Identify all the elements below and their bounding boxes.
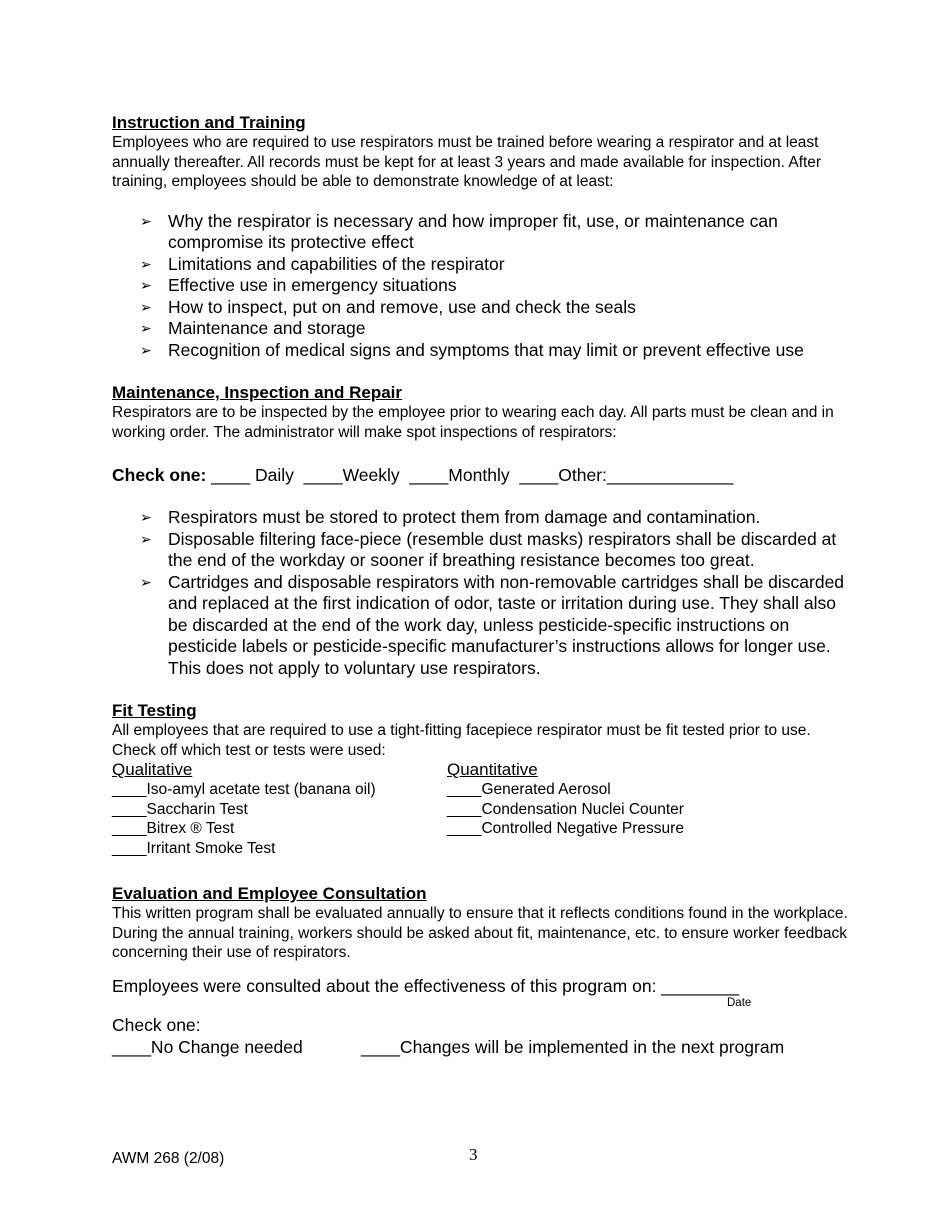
arrow-bullet-icon: ➢	[140, 530, 152, 547]
qualitative-column	[112, 760, 447, 858]
page-number: 3	[469, 1145, 478, 1164]
quantitative-column	[447, 760, 847, 858]
arrow-bullet-icon: ➢	[140, 573, 152, 590]
check-one-label: Check one:	[112, 465, 207, 485]
arrow-bullet-icon: ➢	[140, 320, 152, 336]
arrow-bullet-icon: ➢	[140, 212, 152, 229]
evaluation-options	[112, 1036, 852, 1058]
quantitative-heading: Quantitative	[447, 760, 538, 779]
inspection-frequency-checkline	[112, 464, 852, 486]
qualitative-heading: Qualitative	[112, 760, 193, 779]
date-caption: Date	[727, 996, 752, 1009]
no-change-option[interactable]: ____No Change needed	[112, 1036, 303, 1057]
qualitative-option[interactable]: ____Irritant Smoke Test	[112, 839, 276, 857]
instruction-bullet-list	[112, 211, 852, 362]
qualitative-option[interactable]: ____Bitrex ® Test	[112, 820, 235, 837]
section-title-maintenance: Maintenance, Inspection and Repair	[112, 383, 403, 402]
maintenance-paragraph: Respirators are to be inspected by the employee prior to wearing each day. All parts must be clean and in working order. The administrator will make spot inspections of respirators:	[112, 404, 834, 441]
qualitative-option[interactable]: ____Saccharin Test	[112, 800, 248, 818]
list-item: ➢ Maintenance and storage	[140, 318, 366, 338]
quantitative-option[interactable]: ____Controlled Negative Pressure	[447, 820, 684, 837]
list-item: ➢ Recognition of medical signs and symptoms that may limit or prevent effective use	[140, 339, 804, 360]
qualitative-option[interactable]: ____Iso-amyl acetate test (banana oil)	[112, 781, 376, 798]
document-page	[112, 112, 852, 1058]
maintenance-bullet-list	[112, 507, 852, 679]
section-title-instruction: Instruction and Training	[112, 113, 306, 132]
arrow-bullet-icon: ➢	[140, 298, 152, 315]
arrow-bullet-icon: ➢	[140, 509, 152, 525]
section-title-fit-testing: Fit Testing	[112, 701, 197, 720]
consultation-line[interactable]: Employees were consulted about the effectiveness of this program on: ________	[112, 975, 740, 996]
list-item: ➢ Effective use in emergency situations	[140, 275, 457, 295]
arrow-bullet-icon: ➢	[140, 277, 152, 293]
list-item: ➢ How to inspect, put on and remove, use and check the seals	[140, 296, 636, 317]
list-item: ➢ Why the respirator is necessary and how improper fit, use, or maintenance can compromise its protective effect	[140, 210, 778, 252]
form-id: AWM 268 (2/08)	[112, 1150, 225, 1167]
quantitative-option[interactable]: ____Generated Aerosol	[447, 781, 611, 798]
list-item: ➢ Disposable filtering face-piece (resemble dust masks) respirators shall be discarded at the end of the workday or sooner if breathing resistance becomes too great.	[140, 528, 837, 570]
changes-option[interactable]: ____Changes will be implemented in the next program	[361, 1036, 785, 1057]
check-other[interactable]: ____Other:_____________	[519, 465, 734, 485]
quantitative-option[interactable]: ____Condensation Nuclei Counter	[447, 800, 684, 818]
list-item: ➢ Limitations and capabilities of the respirator	[140, 253, 505, 274]
check-daily[interactable]: ____ Daily	[211, 465, 294, 485]
list-item: ➢ Cartridges and disposable respirators with non-removable cartridges shall be discarded and replaced at the first indication of odor, taste or irritation during use. They shall also be discarded at the end of the work day, unless pesticide-specific instructions on pesticide labels or pesticide-specific manufacturer’s instructions allows for longer use. This does not apply to voluntary use respirators.	[140, 571, 845, 678]
arrow-bullet-icon: ➢	[140, 255, 152, 272]
evaluation-check-label: Check one:	[112, 1014, 201, 1035]
evaluation-paragraph: This written program shall be evaluated annually to ensure that it reflects conditions found in the workplace. During the annual training, workers should be asked about fit, maintenance, etc. to ensure worker feedback concerning their use of respirators.	[112, 905, 848, 961]
check-weekly[interactable]: ____Weekly	[303, 465, 400, 485]
fit-testing-paragraph: All employees that are required to use a tight-fitting facepiece respirator must be fit tested prior to use. Check off which test or tests were used:	[112, 722, 811, 759]
section-title-evaluation: Evaluation and Employee Consultation	[112, 884, 427, 903]
arrow-bullet-icon: ➢	[140, 341, 152, 358]
check-monthly[interactable]: ____Monthly	[409, 465, 510, 485]
fit-test-columns	[112, 760, 852, 858]
list-item: ➢ Respirators must be stored to protect them from damage and contamination.	[140, 507, 761, 527]
instruction-paragraph: Employees who are required to use respirators must be trained before wearing a respirator and at least annually thereafter. All records must be kept for at least 3 years and made available for inspection. After training, employees should be able to demonstrate knowledge of at least:	[112, 134, 822, 190]
